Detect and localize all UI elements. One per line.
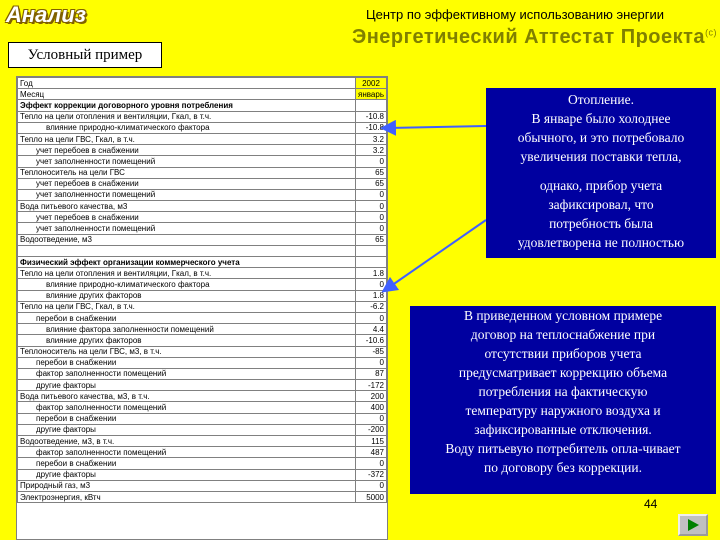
callout-contract xyxy=(410,306,716,494)
row-label: перебои в снабжении xyxy=(18,458,356,469)
row-value: 0 xyxy=(356,279,387,290)
row-value: 1.8 xyxy=(356,268,387,279)
row-label: Вода питьевого качества, м3, в т.ч. xyxy=(18,391,356,402)
row-label: влияние других факторов xyxy=(18,290,356,301)
project-title-text: Энергетический Аттестат Проекта xyxy=(352,26,706,48)
row-label: перебои в снабжении xyxy=(18,312,356,323)
callout-line: Воду питьевую потребитель опла-чивает xyxy=(445,441,681,456)
row-label: Электроэнергия, кВтч xyxy=(18,491,356,502)
row-label: Природный газ, м3 xyxy=(18,480,356,491)
row-label: учет перебоев в снабжении xyxy=(18,178,356,189)
row-label: Тепло на цели отопления и вентиляции, Гкал, в т.ч. xyxy=(18,111,356,122)
row-value: 0 xyxy=(356,212,387,223)
callout-line: потребность была xyxy=(549,216,653,231)
row-value: -6.2 xyxy=(356,301,387,312)
row-value: -10.6 xyxy=(356,335,387,346)
row-label: Тепло на цели отопления и вентиляции, Гкал, в т.ч. xyxy=(18,268,356,279)
section-title: Анализ xyxy=(6,2,87,27)
row-label: Год xyxy=(18,78,356,89)
row-value: -372 xyxy=(356,469,387,480)
row-value: 0 xyxy=(356,223,387,234)
callout-line: отсутствии приборов учета xyxy=(484,346,642,361)
row-value: 487 xyxy=(356,447,387,458)
row-label: учет заполненности помещений xyxy=(18,189,356,200)
row-label: фактор заполненности помещений xyxy=(18,447,356,458)
row-label: учет заполненности помещений xyxy=(18,223,356,234)
callout-line: зафиксированные отключения. xyxy=(474,422,652,437)
row-value: 2002 xyxy=(356,78,387,89)
row-label: Водоотведение, м3, в т.ч. xyxy=(18,436,356,447)
row-label: Физический эффект организации коммерческого учета xyxy=(18,257,356,268)
row-label: учет перебоев в снабжении xyxy=(18,145,356,156)
row-value: 0 xyxy=(356,458,387,469)
row-label: Тепло на цели ГВС, Гкал, в т.ч. xyxy=(18,133,356,144)
row-value: 400 xyxy=(356,402,387,413)
row-value: 0 xyxy=(356,189,387,200)
row-value: 3.2 xyxy=(356,133,387,144)
row-label: перебои в снабжении xyxy=(18,357,356,368)
callout-line: по договору без коррекции. xyxy=(484,460,642,475)
callout-line: В январе было холоднее xyxy=(531,111,671,126)
row-value: -10.8 xyxy=(356,111,387,122)
row-value: 0 xyxy=(356,413,387,424)
play-triangle-icon xyxy=(686,518,700,532)
row-label: перебои в снабжении xyxy=(18,413,356,424)
row-label: Теплоноситель на цели ГВС xyxy=(18,167,356,178)
row-label: влияние фактора заполненности помещений xyxy=(18,324,356,335)
example-label: Условный пример xyxy=(8,42,162,68)
row-label: другие факторы xyxy=(18,380,356,391)
row-label: другие факторы xyxy=(18,424,356,435)
callout-metering xyxy=(486,176,716,258)
row-label: фактор заполненности помещений xyxy=(18,368,356,379)
row-label: учет заполненности помещений xyxy=(18,156,356,167)
row-value: 0 xyxy=(356,312,387,323)
row-value: 3.2 xyxy=(356,145,387,156)
row-value: 0 xyxy=(356,201,387,212)
row-label: учет перебоев в снабжении xyxy=(18,212,356,223)
row-value: 200 xyxy=(356,391,387,402)
row-label: Водоотведение, м3 xyxy=(18,234,356,245)
callout-heating xyxy=(486,88,716,176)
row-label: Вода питьевого качества, м3 xyxy=(18,201,356,212)
row-label: влияние природно-климатического фактора xyxy=(18,279,356,290)
arrow-to-metering xyxy=(388,220,486,288)
row-label: влияние природно-климатического фактора xyxy=(18,122,356,133)
arrow-to-heating xyxy=(388,126,486,128)
row-value: -200 xyxy=(356,424,387,435)
callout-line: предусматривает коррекцию объема xyxy=(458,365,668,380)
row-label: Эффект коррекции договорного уровня потребления xyxy=(18,100,356,111)
callout-line: потребления на фактическую xyxy=(478,384,648,399)
row-value: 115 xyxy=(356,436,387,447)
row-value: 0 xyxy=(356,357,387,368)
row-value: 65 xyxy=(356,167,387,178)
row-value: 4.4 xyxy=(356,324,387,335)
callout-line: температуру наружного воздуха и xyxy=(465,403,661,418)
row-value: 1.8 xyxy=(356,290,387,301)
row-value: 0 xyxy=(356,480,387,491)
callout-line: увеличения поставки тепла, xyxy=(520,149,682,164)
row-label: Месяц xyxy=(18,89,356,100)
row-value: 65 xyxy=(356,178,387,189)
callout-line: договор на теплоснабжение при xyxy=(470,327,656,342)
row-value: 0 xyxy=(356,156,387,167)
next-slide-button[interactable] xyxy=(678,514,708,536)
callout-line: однако, прибор учета xyxy=(539,178,663,193)
row-value: январь xyxy=(356,89,387,100)
page-number: 44 xyxy=(644,497,658,511)
row-label: Теплоноситель на цели ГВС, м3, в т.ч. xyxy=(18,346,356,357)
copyright-mark: (c) xyxy=(705,27,718,38)
row-label: влияние других факторов xyxy=(18,335,356,346)
row-value: -10.8 xyxy=(356,122,387,133)
callout-line: Отопление. xyxy=(568,92,634,107)
row-value: 5000 xyxy=(356,491,387,502)
callout-line: обычного, и это потребовало xyxy=(517,130,685,145)
callout-line: В приведенном условном примере xyxy=(463,308,663,323)
row-label: другие факторы xyxy=(18,469,356,480)
callout-line: зафиксировал, что xyxy=(548,197,654,212)
row-value: -85 xyxy=(356,346,387,357)
center-name: Центр по эффективному использованию энергии xyxy=(366,7,664,22)
row-value: -172 xyxy=(356,380,387,391)
row-label: Тепло на цели ГВС, Гкал, в т.ч. xyxy=(18,301,356,312)
row-label: фактор заполненности помещений xyxy=(18,402,356,413)
row-value: 65 xyxy=(356,234,387,245)
row-value: 87 xyxy=(356,368,387,379)
callout-line: удовлетворена не полностью xyxy=(517,235,685,250)
